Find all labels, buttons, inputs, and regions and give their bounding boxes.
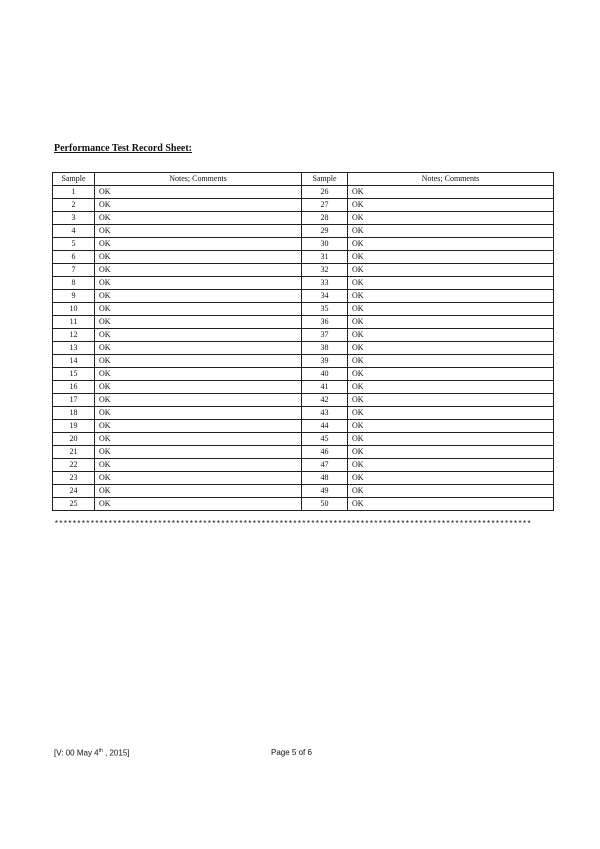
sample-number: 46 <box>302 446 348 459</box>
table-row <box>53 485 554 498</box>
sample-number: 29 <box>302 225 348 238</box>
sample-note: OK <box>348 212 554 225</box>
sample-note: OK <box>348 316 554 329</box>
sample-number: 15 <box>53 368 95 381</box>
table-row <box>53 420 554 433</box>
performance-record-table <box>52 172 554 511</box>
table-row <box>53 303 554 316</box>
sample-note: OK <box>95 277 302 290</box>
sample-note: OK <box>348 433 554 446</box>
sample-note: OK <box>348 446 554 459</box>
sample-number: 32 <box>302 264 348 277</box>
sample-note: OK <box>95 472 302 485</box>
table-row <box>53 472 554 485</box>
sample-note: OK <box>95 316 302 329</box>
sample-number: 18 <box>53 407 95 420</box>
sample-note: OK <box>348 290 554 303</box>
sample-note: OK <box>348 407 554 420</box>
sample-number: 37 <box>302 329 348 342</box>
table-row <box>53 212 554 225</box>
sample-number: 45 <box>302 433 348 446</box>
sample-number: 4 <box>53 225 95 238</box>
sample-number: 44 <box>302 420 348 433</box>
sample-number: 10 <box>53 303 95 316</box>
sample-note: OK <box>95 394 302 407</box>
sample-note: OK <box>348 498 554 511</box>
sample-number: 35 <box>302 303 348 316</box>
sample-note: OK <box>95 251 302 264</box>
page-number: Page 5 of 6 <box>271 748 312 757</box>
sample-note: OK <box>95 485 302 498</box>
sample-note: OK <box>95 329 302 342</box>
sample-note: OK <box>95 420 302 433</box>
sample-number: 21 <box>53 446 95 459</box>
sample-note: OK <box>348 303 554 316</box>
sample-number: 6 <box>53 251 95 264</box>
sample-note: OK <box>95 381 302 394</box>
sample-note: OK <box>348 225 554 238</box>
sample-number: 16 <box>53 381 95 394</box>
table-row <box>53 407 554 420</box>
table-row <box>53 238 554 251</box>
version-prefix: [V: 00 May 4 <box>54 748 99 758</box>
sample-number: 49 <box>302 485 348 498</box>
separator-line: ********************************************************************************************************** <box>54 520 532 529</box>
sample-number: 24 <box>53 485 95 498</box>
sample-number: 13 <box>53 342 95 355</box>
table-row <box>53 368 554 381</box>
sample-note: OK <box>348 264 554 277</box>
sample-note: OK <box>95 199 302 212</box>
table-row <box>53 186 554 199</box>
sample-number: 7 <box>53 264 95 277</box>
sample-number: 30 <box>302 238 348 251</box>
sample-note: OK <box>95 212 302 225</box>
sample-number: 11 <box>53 316 95 329</box>
table-row <box>53 290 554 303</box>
table-row <box>53 459 554 472</box>
notes-column-header: Notes; Comments <box>95 173 302 186</box>
sample-number: 25 <box>53 498 95 511</box>
sample-note: OK <box>348 342 554 355</box>
sample-note: OK <box>348 329 554 342</box>
sample-note: OK <box>348 277 554 290</box>
table-row <box>53 199 554 212</box>
sample-note: OK <box>348 199 554 212</box>
sample-note: OK <box>95 290 302 303</box>
table-row <box>53 316 554 329</box>
sample-note: OK <box>95 368 302 381</box>
sample-note: OK <box>348 251 554 264</box>
sample-note: OK <box>95 342 302 355</box>
version-suffix: , 2015] <box>102 748 130 758</box>
sample-note: OK <box>95 446 302 459</box>
sample-note: OK <box>348 420 554 433</box>
sample-number: 17 <box>53 394 95 407</box>
sample-number: 20 <box>53 433 95 446</box>
table-row <box>53 277 554 290</box>
sample-note: OK <box>348 186 554 199</box>
sample-number: 12 <box>53 329 95 342</box>
table-row <box>53 329 554 342</box>
sample-note: OK <box>348 485 554 498</box>
sample-note: OK <box>348 459 554 472</box>
sample-number: 1 <box>53 186 95 199</box>
sample-note: OK <box>95 355 302 368</box>
sample-note: OK <box>95 238 302 251</box>
version-footer <box>54 748 129 758</box>
sample-note: OK <box>348 472 554 485</box>
sample-note: OK <box>348 381 554 394</box>
sample-note: OK <box>348 368 554 381</box>
sample-number: 23 <box>53 472 95 485</box>
sample-number: 31 <box>302 251 348 264</box>
table-row <box>53 498 554 511</box>
sample-number: 39 <box>302 355 348 368</box>
sample-number: 9 <box>53 290 95 303</box>
sample-number: 19 <box>53 420 95 433</box>
sample-number: 8 <box>53 277 95 290</box>
table-body <box>53 186 554 511</box>
sample-note: OK <box>348 355 554 368</box>
sample-number: 43 <box>302 407 348 420</box>
sample-number: 28 <box>302 212 348 225</box>
sample-number: 48 <box>302 472 348 485</box>
version-superscript: th <box>98 748 103 754</box>
sample-note: OK <box>95 459 302 472</box>
table-row <box>53 446 554 459</box>
sample-column-header: Sample <box>53 173 95 186</box>
sample-note: OK <box>348 238 554 251</box>
sample-number: 47 <box>302 459 348 472</box>
sample-number: 33 <box>302 277 348 290</box>
notes-column-header: Notes; Comments <box>348 173 554 186</box>
sample-note: OK <box>348 394 554 407</box>
table-row <box>53 381 554 394</box>
sample-number: 34 <box>302 290 348 303</box>
table-row <box>53 394 554 407</box>
sample-number: 41 <box>302 381 348 394</box>
sample-note: OK <box>95 433 302 446</box>
sample-number: 40 <box>302 368 348 381</box>
table-row <box>53 264 554 277</box>
sample-number: 36 <box>302 316 348 329</box>
sample-number: 38 <box>302 342 348 355</box>
table-row <box>53 433 554 446</box>
table-header-row <box>53 173 554 186</box>
sample-number: 27 <box>302 199 348 212</box>
sample-number: 3 <box>53 212 95 225</box>
sample-number: 2 <box>53 199 95 212</box>
sample-note: OK <box>95 264 302 277</box>
table-row <box>53 355 554 368</box>
sample-number: 50 <box>302 498 348 511</box>
sample-note: OK <box>95 407 302 420</box>
table-row <box>53 251 554 264</box>
sample-number: 26 <box>302 186 348 199</box>
sample-note: OK <box>95 303 302 316</box>
page-title: Performance Test Record Sheet: <box>54 143 193 154</box>
sample-column-header: Sample <box>302 173 348 186</box>
sample-note: OK <box>95 186 302 199</box>
sample-number: 22 <box>53 459 95 472</box>
table-row <box>53 225 554 238</box>
sample-note: OK <box>95 498 302 511</box>
sample-note: OK <box>95 225 302 238</box>
sample-number: 5 <box>53 238 95 251</box>
sample-number: 14 <box>53 355 95 368</box>
sample-number: 42 <box>302 394 348 407</box>
table-row <box>53 342 554 355</box>
